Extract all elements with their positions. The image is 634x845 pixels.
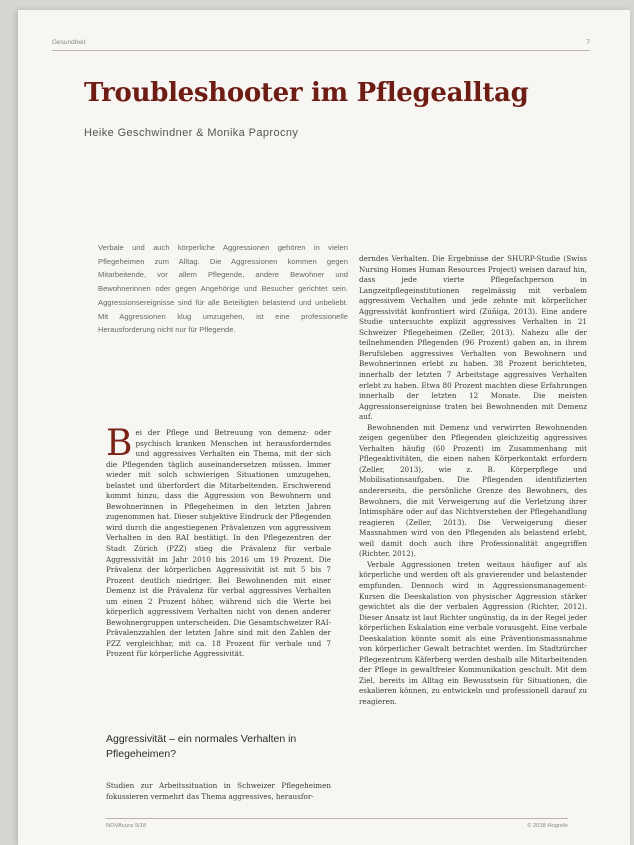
running-head bbox=[52, 38, 590, 51]
body-paragraph: derndes Verhalten. Die Ergebnisse der SHURP-Studie (Swiss Nursing Homes Human Resources Project) weisen darauf hin, dass jede vierte Pflegefachperson in Langzeitpflegeinstitutionen regelmässig mit verbalem aggressivem Verhalten und jede zehnte mit körperlicher Aggressivität konfrontiert wird (Zúñiga, 2013). Eine andere Studie untersuchte explizit aggressives Verhalten in 21 Schweizer Pflegeheimen (Zeller, 2013). Nahezu alle der teilnehmenden Pflegenden (96 Prozent) gaben an, in ihrem Berufsleben aggressives Verhalten von Bewohnern und Bewohnerinnen erlebt zu haben. 38 Prozent berichteten, innerhalb der letzten 7 Arbeitstage aggressives Verhalten erlebt zu haben. Etwa 80 Prozent machten diese Erfahrungen innerhalb der letzten 12 Monate. Die meisten Aggressionsereignisse traten bei Bewohnenden mit Demenz auf. bbox=[359, 254, 587, 422]
body-paragraph: Studien zur Arbeitssituation in Schweizer Pflegeheimen fokussieren vermehrt das Thema aggressives, herausfor- bbox=[106, 781, 331, 801]
body-text: ei der Pflege und Betreuung von demenz- oder psychisch kranken Menschen ist herausforderndes und aggressives Verhalten ein Thema, mit der sich die Pflegenden täglich auseinandersetzen müssen. Immer wieder mit solch schwierigen Situationen umzugehen, belastet und überfordert die Mitarbeitenden. Erschwerend kommt hinzu, dass die Aggression von Bewohnern und Bewohnerinnen in Pflegeheimen in den letzten Jahren zugenommen hat. Dieser subjektive Eindruck der Pflegenden wird durch die angestiegenen Prävalenzen von aggressivem Verhalten in den RAI bestätigt. In den Pflegezentren der Stadt Zürich (PZZ) stieg die Prävalenz für verbale Aggressivität im Jahr 2010 bis 2016 um 19 Prozent. Die Prävalenz der körperlichen Aggressivität ist mit 5 bis 7 Prozent deutlich niedriger. Bei Bewohnenden mit einer Demenz ist die Prävalenz für verbal aggressives Verhalten um einen 2 Prozent höher, während sich die Werte bei körperlich aggressivem Verhalten nicht von denen anderer Bewohnergruppen unterscheiden. Die Gesamtschweizer RAI-Prävalenzzahlen der letzten Jahre sind mit den Zahlen der PZZ vergleichbar, mit ca. 18 Prozent für verbale und 7 Prozent für körperliche Aggressivität. bbox=[106, 428, 331, 659]
body-paragraph bbox=[106, 423, 331, 660]
running-head-section: Gesundheit bbox=[52, 39, 86, 46]
article-lead: Verbale und auch körperliche Aggressionen gehören in vielen Pflegeheimen zum Alltag. Die Aggressionen kommen gegen Mitarbeitende, vor allem Pflegende, andere Bewohner und Bewohnerinnen oder gegen Angehörige und Besucher gerichtet sein. Aggressionsereignisse sind für alle Beteiligten belastend und unbeliebt. Mit Aggressionen klug umzugehen, ist eine professionelle Herausforderung nicht nur für Pflegende. bbox=[98, 243, 348, 335]
body-column-left-continued bbox=[106, 781, 331, 802]
page-footer bbox=[106, 818, 568, 831]
footer-issue: NOVAcura 9/18 bbox=[106, 823, 147, 829]
article-title: Troubleshooter im Pflegealltag bbox=[84, 78, 529, 108]
drop-cap: B bbox=[106, 423, 133, 464]
article-authors: Heike Geschwindner & Monika Paprocny bbox=[84, 127, 299, 139]
body-paragraph: Bewohnenden mit Demenz und verwirrten Bewohnenden zeigen gegenüber den Pflegenden gleichzeitig aggressives Verhalten häufig (60 Prozent) im Zusammenhang mit Pflegeaktivitäten, die einen nahen Körperkontakt erfordern (Zeller, 2013), wie z. B. Körperpflege und Mobilisationsaufgaben. Die Pflegenden identifizierten andererseits, die persönliche Grenze des Bewohners, des Bewohners, die mit Verweigerung auf die Verletzung ihrer Intimsphäre oder auf das Nichtverstehen der Pflegehandlung reagieren (Zeller, 2013). Die Verweigerung dieser Massnahmen wird von den Pflegenden als belastend erlebt, weil damit doch auch ihre Professionalität angegriffen (Richter, 2012). bbox=[359, 422, 587, 559]
section-heading: Aggressivität – ein normales Verhalten in Pflegeheimen? bbox=[106, 733, 297, 760]
magazine-page bbox=[18, 10, 630, 845]
page-number: 7 bbox=[586, 39, 590, 46]
body-column-left bbox=[106, 423, 331, 660]
footer-copyright: © 2018 Hogrefe bbox=[526, 823, 568, 829]
body-column-right bbox=[359, 254, 587, 708]
body-paragraph: Verbale Aggressionen treten weitaus häufiger auf als körperliche und werden oft als gravierender und belastender empfunden. Dennoch wird in Aggressionsmanagement-Kursen die Deeskalation von physischer Aggression stärker gewichtet als die der verbalen Aggression (Richter, 2012). Dieser Ansatz ist laut Richter ungünstig, da in der Regel jeder körperlichen Eskalation eine verbale vorausgeht. Eine verbale Deeskalation könnte somit als eine Präventionsmassnahme von körperlicher Gewalt betrachtet werden. Im Stadtzürcher Pflegezentrum Käferberg werden deshalb alle Mitarbeitenden der Pflege in gewaltfreier Kommunikation geschult. Mit dem Ziel, bereits im Alltag ein Bewusstsein für Situationen, die eskalieren können, zu entwickeln und professionell darauf zu reagieren. bbox=[359, 559, 587, 706]
